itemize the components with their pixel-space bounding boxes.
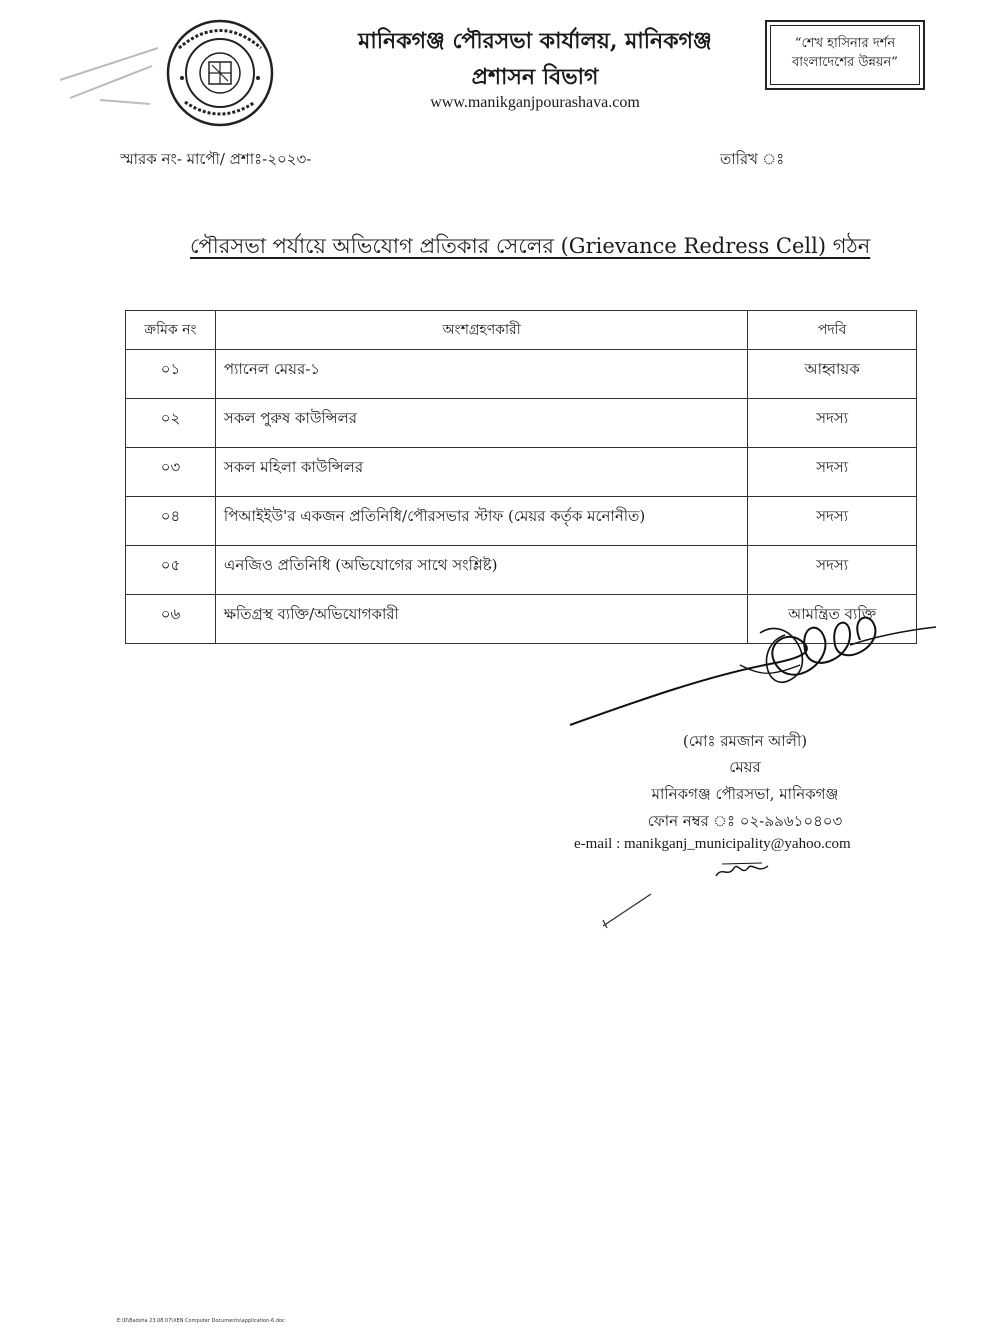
department-name: প্রশাসন বিভাগ xyxy=(471,64,599,90)
table-row xyxy=(126,546,917,595)
row-position: সদস্য xyxy=(748,497,917,546)
row-serial: ০৩ xyxy=(126,448,216,497)
row-participant: এনজিও প্রতিনিধি (অভিযোগের সাথে সংশ্লিষ্ট) xyxy=(215,546,747,595)
signatory-phone: ফোন নম্বর ঃ ০২-৯৯৬১০৪০৩ xyxy=(647,812,843,830)
committee-table xyxy=(125,310,917,644)
row-participant: সকল পুরুষ কাউন্সিলর xyxy=(215,399,747,448)
row-participant: সকল মহিলা কাউন্সিলর xyxy=(215,448,747,497)
row-position: সদস্য xyxy=(748,448,917,497)
header-position: পদবি xyxy=(748,311,917,350)
municipality-seal-icon xyxy=(165,18,275,128)
table-row xyxy=(126,350,917,399)
signature-icon xyxy=(560,605,940,735)
slogan-box xyxy=(765,20,925,90)
header-participant: অংশগ্রহণকারী xyxy=(215,311,747,350)
signatory-title: মেয়র xyxy=(729,758,761,776)
date-label: তারিখ ঃ xyxy=(720,150,785,168)
table-header-row xyxy=(126,311,917,350)
header-serial: ক্রমিক নং xyxy=(126,311,216,350)
table-row xyxy=(126,399,917,448)
row-position: সদস্য xyxy=(748,399,917,448)
website-url: www.manikganjpourashava.com xyxy=(430,94,640,111)
pen-mark xyxy=(595,890,655,930)
row-participant: ক্ষতিগ্রস্থ ব্যক্তি/অভিযোগকারী xyxy=(215,595,747,644)
footer-file-path: E:\D\Badsha 23.08.07\XEN Computer Documents\application-6.doc xyxy=(117,1318,285,1324)
row-position: সদস্য xyxy=(748,546,917,595)
initials-icon xyxy=(712,858,772,882)
row-serial: ০১ xyxy=(126,350,216,399)
row-serial: ০৪ xyxy=(126,497,216,546)
organization-title: মানিকগঞ্জ পৌরসভা কার্যালয়, মানিকগঞ্জ xyxy=(358,28,712,54)
row-serial: ০৫ xyxy=(126,546,216,595)
row-position: আহ্বায়ক xyxy=(748,350,917,399)
scan-artifact xyxy=(40,40,160,110)
memo-reference: স্মারক নং- মাপৌ/ প্রশাঃ-২০২৩- xyxy=(120,150,312,168)
row-participant: প্যানেল মেয়র-১ xyxy=(215,350,747,399)
subject-heading: পৌরসভা পর্যায়ে অভিযোগ প্রতিকার সেলের (Grievance Redress Cell) গঠন xyxy=(190,234,871,258)
row-position: আমন্ত্রিত ব্যক্তি xyxy=(748,595,917,644)
signatory-office: মানিকগঞ্জ পৌরসভা, মানিকগঞ্জ xyxy=(651,785,839,803)
slogan-line-2: বাংলাদেশের উন্নয়ন” xyxy=(792,55,898,70)
row-participant: পিআইইউ'র একজন প্রতিনিধি/পৌরসভার স্টাফ (মেয়র কর্তৃক মনোনীত) xyxy=(215,497,747,546)
slogan-line-1: “শেখ হাসিনার দর্শন xyxy=(794,36,896,51)
table-row xyxy=(126,497,917,546)
signatory-email: e-mail : manikganj_municipality@yahoo.com xyxy=(574,836,851,852)
table-row xyxy=(126,448,917,497)
signatory-name: (মোঃ রমজান আলী) xyxy=(682,732,808,750)
row-serial: ০৬ xyxy=(126,595,216,644)
row-serial: ০২ xyxy=(126,399,216,448)
